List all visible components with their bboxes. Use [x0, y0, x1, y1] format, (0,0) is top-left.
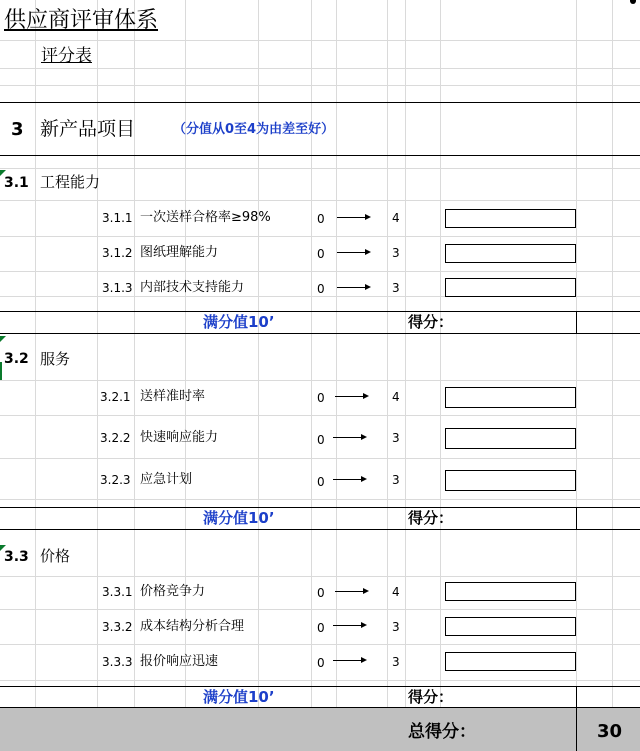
page-subtitle: 评分表: [41, 46, 92, 66]
item-code: 3.2.1: [100, 390, 131, 404]
score-input[interactable]: [445, 617, 576, 636]
range-max: 3: [392, 281, 400, 295]
group-number: 3.3: [4, 549, 29, 565]
range-min: 0: [317, 433, 325, 447]
range-max: 3: [392, 473, 400, 487]
rule: [0, 686, 640, 687]
score-input[interactable]: [445, 428, 576, 449]
divider: [576, 708, 577, 751]
range-max: 3: [392, 655, 400, 669]
range-min: 0: [317, 212, 325, 226]
item-label: 报价响应迅速: [140, 654, 219, 669]
range-min: 0: [317, 586, 325, 600]
group-number: 3.1: [4, 175, 29, 191]
arrow-right-icon: [333, 433, 367, 443]
range-min: 0: [317, 282, 325, 296]
group-title: 服务: [40, 350, 71, 368]
range-min: 0: [317, 656, 325, 670]
total-label: 总得分：: [408, 722, 476, 742]
arrow-right-icon: [337, 283, 371, 293]
rule: [0, 529, 640, 530]
score-label: 得分：: [408, 313, 454, 331]
score-label: 得分：: [408, 688, 454, 706]
item-label: 内部技术支持能力: [140, 280, 245, 295]
item-code: 3.2.2: [100, 431, 131, 445]
arrow-right-icon: [333, 621, 367, 631]
range-max: 4: [392, 390, 400, 404]
rule: [0, 311, 640, 312]
divider: [576, 686, 577, 707]
range-min: 0: [317, 621, 325, 635]
range-min: 0: [317, 391, 325, 405]
item-code: 3.1.3: [102, 281, 133, 295]
item-code: 3.1.2: [102, 246, 133, 260]
score-input[interactable]: [445, 582, 576, 601]
score-input[interactable]: [445, 470, 576, 491]
item-label: 应急计划: [140, 472, 193, 487]
total-value: 30: [597, 721, 623, 742]
item-label: 快速响应能力: [140, 430, 219, 445]
item-code: 3.3.3: [102, 655, 133, 669]
score-input[interactable]: [445, 387, 576, 408]
rule: [0, 102, 640, 103]
range-max: 4: [392, 585, 400, 599]
item-label: 图纸理解能力: [140, 245, 219, 260]
rule: [0, 333, 640, 334]
range-max: 3: [392, 620, 400, 634]
arrow-right-icon: [337, 248, 371, 258]
score-input[interactable]: [445, 652, 576, 671]
group-title: 价格: [40, 547, 71, 565]
arrow-right-icon: [335, 392, 369, 402]
item-label: 送样准时率: [140, 389, 206, 404]
item-code: 3.2.3: [100, 473, 131, 487]
comment-indicator-icon: [0, 336, 6, 342]
section-number: 3: [11, 119, 24, 140]
score-label: 得分：: [408, 509, 454, 527]
cell-marker: [0, 362, 2, 380]
score-input[interactable]: [445, 209, 576, 228]
rule: [0, 155, 640, 156]
range-max: 3: [392, 246, 400, 260]
range-min: 0: [317, 247, 325, 261]
section-note: （分值从0至4为由差至好）: [173, 122, 335, 137]
item-code: 3.3.2: [102, 620, 133, 634]
range-max: 4: [392, 211, 400, 225]
rule: [0, 507, 640, 508]
score-input[interactable]: [445, 244, 576, 263]
arrow-right-icon: [333, 475, 367, 485]
range-max: 3: [392, 431, 400, 445]
item-label: 价格竞争力: [140, 584, 206, 599]
total-row: [0, 708, 640, 751]
page-title: 供应商评审体系: [4, 8, 159, 33]
item-label: 成本结构分析合理: [140, 619, 245, 634]
arrow-right-icon: [337, 213, 371, 223]
item-code: 3.1.1: [102, 211, 133, 225]
score-input[interactable]: [445, 278, 576, 297]
item-code: 3.3.1: [102, 585, 133, 599]
divider: [576, 507, 577, 529]
full-score-label: 满分值10’: [203, 313, 275, 331]
full-score-label: 满分值10’: [203, 688, 275, 706]
group-number: 3.2: [4, 351, 29, 367]
full-score-label: 满分值10’: [203, 509, 275, 527]
arrow-right-icon: [335, 587, 369, 597]
group-title: 工程能力: [40, 173, 101, 191]
range-min: 0: [317, 475, 325, 489]
arrow-right-icon: [333, 656, 367, 666]
item-label: 一次送样合格率≥98%: [140, 210, 271, 225]
divider: [576, 311, 577, 333]
section-title: 新产品项目: [40, 118, 136, 140]
